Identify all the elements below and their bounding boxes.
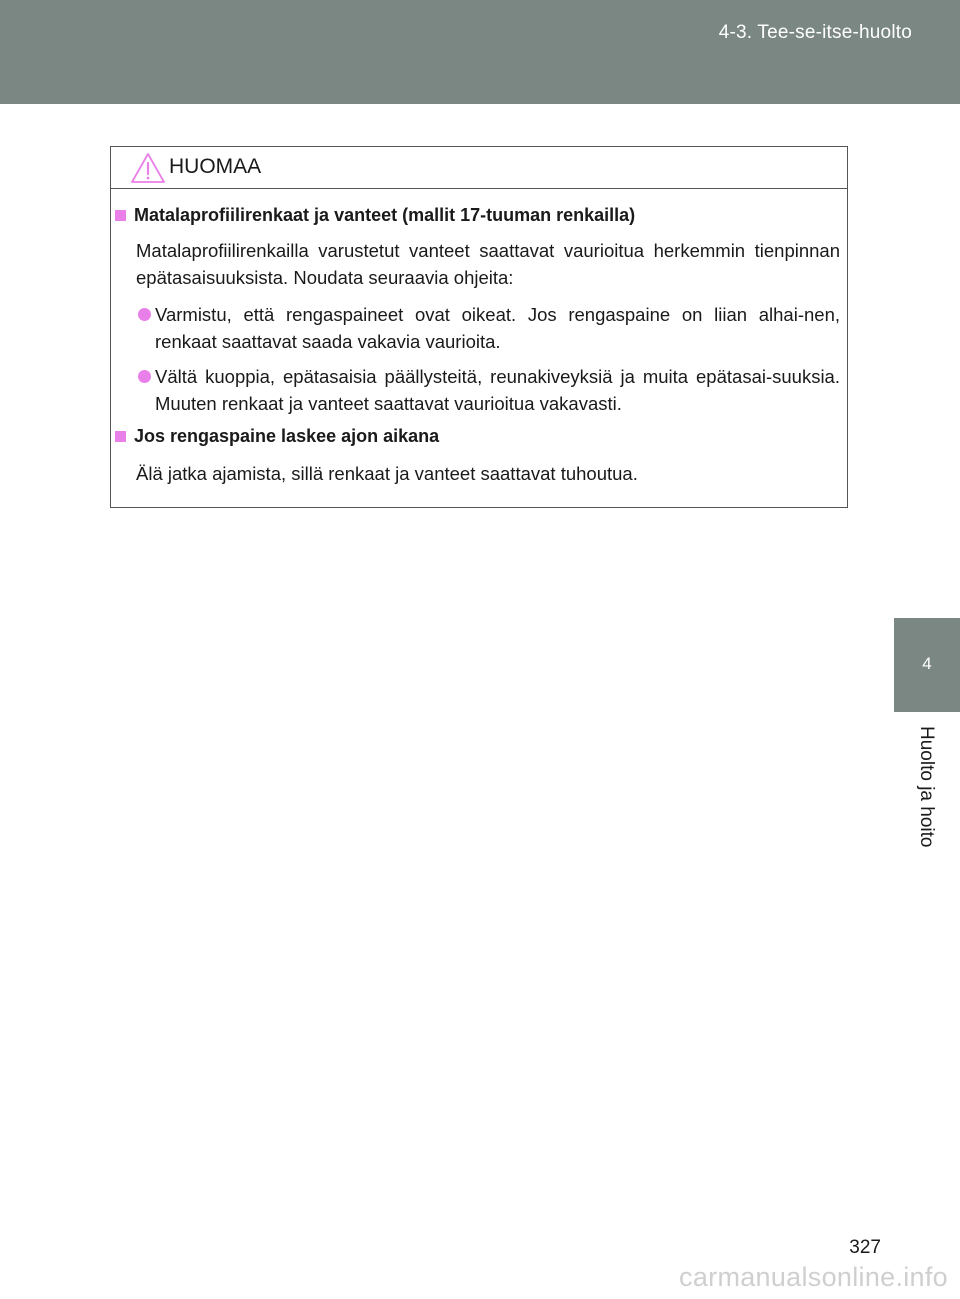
round-bullet-icon (138, 370, 151, 383)
notice-header (111, 147, 847, 189)
chapter-number: 4 (922, 654, 932, 673)
section-paragraph: Älä jatka ajamista, sillä renkaat ja vanteet saattavat tuhoutua. (136, 463, 638, 484)
section-title: 4-3. Tee-se-itse-huolto (718, 22, 912, 43)
notice-title: HUOMAA (169, 155, 262, 178)
section-heading-text: Matalaprofiilirenkaat ja vanteet (mallit 17-tuuman renkailla) (134, 205, 636, 225)
section-heading-text: Jos rengaspaine laskee ajon aikana (134, 426, 440, 446)
section-heading (115, 426, 439, 447)
section-paragraph: Matalaprofiilirenkailla varustetut vanteet saattavat vaurioitua herkemmin tienpinnan epätasaisuuksista. Noudata seuraavia ohjeita: (136, 240, 840, 288)
watermark: carmanualsonline.info (679, 1262, 948, 1292)
section-heading (115, 205, 635, 226)
round-bullet-icon (138, 308, 151, 321)
chapter-tab[interactable] (894, 618, 960, 712)
list-item (136, 363, 840, 417)
notice-box (110, 146, 848, 508)
warning-triangle-icon (130, 152, 166, 184)
square-bullet-icon (115, 210, 126, 221)
square-bullet-icon (115, 431, 126, 442)
list-item-text: Varmistu, että rengaspaineet ovat oikeat. Jos rengaspaine on liian alhai-nen, renkaat saattavat saada vakavia vaurioita. (155, 304, 840, 352)
chapter-label: Huolto ja hoito (916, 726, 937, 848)
page-number: 327 (849, 1237, 881, 1258)
list-item-text: Vältä kuoppia, epätasaisia päällysteitä, reunakiveyksiä ja muita epätasai-suuksia. Muuten renkaat ja vanteet saattavat vaurioitua vakavasti. (155, 366, 840, 414)
list-item (136, 301, 840, 355)
header-band (0, 0, 960, 104)
notice-body (111, 189, 847, 507)
